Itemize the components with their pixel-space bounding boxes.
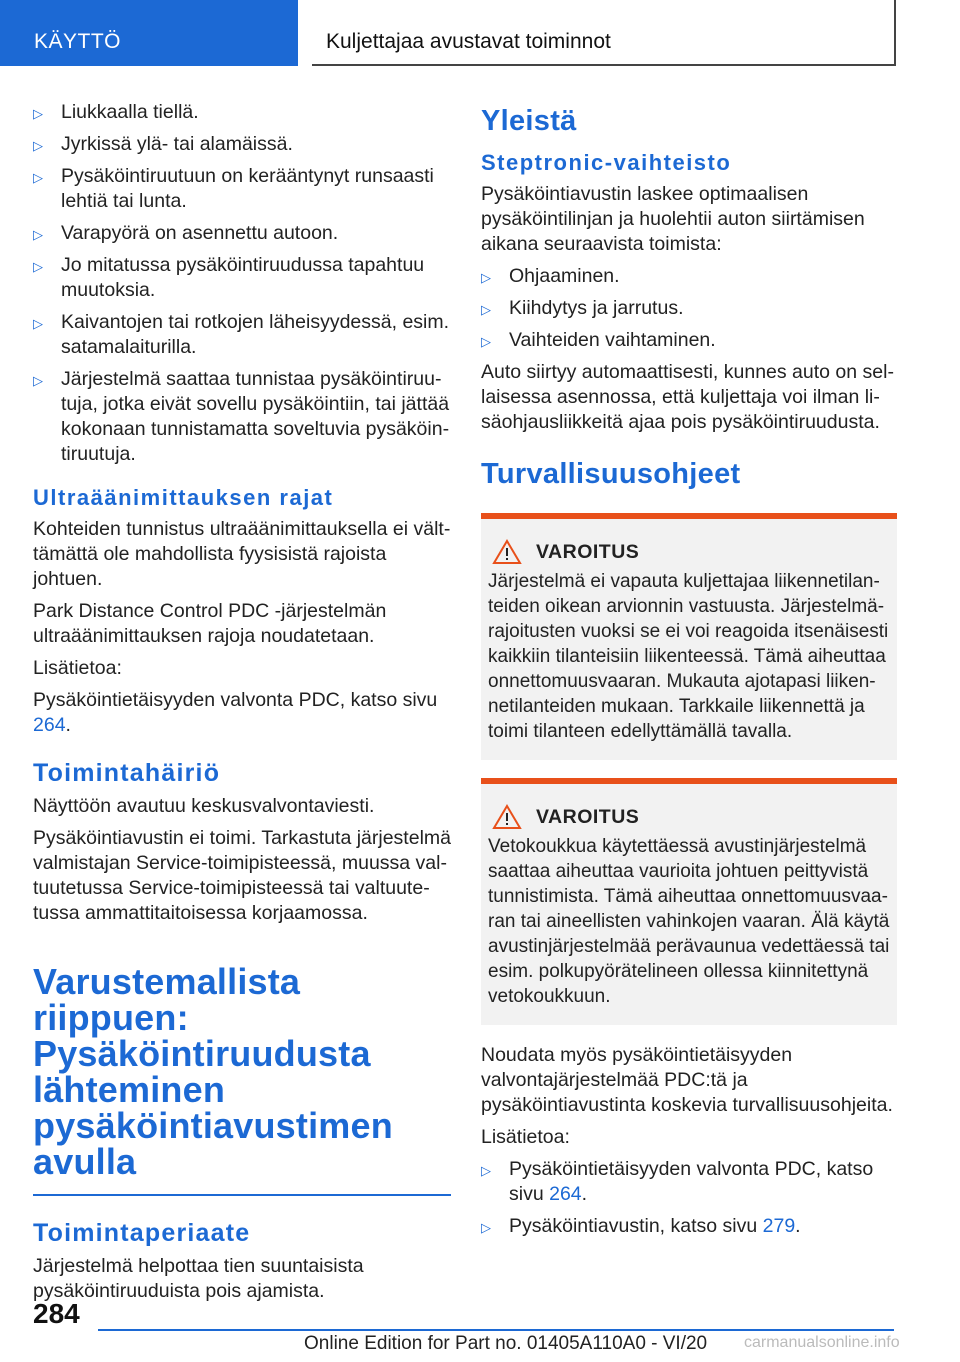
triangle-bullet-icon: ▷ (33, 373, 43, 388)
limitations-list (33, 100, 451, 467)
section-tab: KÄYTTÖ (0, 0, 298, 66)
warning-triangle-icon (492, 804, 522, 830)
warning-text: Vetokoukkua käytettäessä avustinjärjestelmä saattaa aiheuttaa vaurioita johtuen peittyvistä tunnistimista. Tämä aiheuttaa onnettomuusvaaran tai aineellisten vahinkojen vaaran. Älä käytä avustinjärjestelmää perävaunua vedettäessä tai esim. polkupyörätelineen ollessa kiinnitettynä vetokoukkuun. (488, 836, 890, 1007)
paragraph: Järjestelmä helpottaa tien suuntaisista pysäköintiruuduista pois ajamista. (33, 1255, 364, 1302)
warning-text: Järjestelmä ei vapauta kuljettajaa liikennetilanteiden oikean arvionnin vastuusta. Järjestelmärajoitusten vuoksi se ei voi reagoida itsenäisesti kaikkiin tilanteisiin liikenteessä. Tämä aiheuttaa onnettomuusvaaran. Mukauta ajotapasi liikennetilanteiden mukaan. Tarkkaile liikennettä ja toimi tilanteen edellyttämällä tavalla. (488, 571, 889, 742)
warning-label: VAROITUS (536, 540, 640, 563)
paragraph: Park Distance Control PDC -järjestelmän ultraäänimittauksen rajoja noudatetaan. (33, 600, 387, 647)
paragraph: Auto siirtyy automaattisesti, kunnes auto on sellaisessa asennossa, että kuljettaja voi ilman lisäohjausliikkeitä ajaa pois pysäköintiruudusta. (481, 361, 894, 433)
left-column (33, 100, 451, 1311)
right-column (481, 100, 897, 1246)
section-heading: Varustemallista riippuen: Pysäköintiruudusta lähteminen pysäköintiavustimen avulla (33, 964, 451, 1196)
triangle-bullet-icon: ▷ (481, 334, 491, 349)
page-link[interactable]: 264 (549, 1183, 582, 1205)
more-info-label: Lisätietoa: (481, 1126, 570, 1148)
ultrasound-limits-heading: Ultraäänimittauksen rajat (33, 485, 334, 510)
paragraph: Noudata myös pysäköintietäisyyden valvontajärjestelmää PDC:tä ja pysäköintiavustinta koskevia turvallisuusohjeita. (481, 1044, 893, 1116)
warning-triangle-icon (492, 539, 522, 565)
reference-list (481, 1157, 897, 1239)
cross-reference: Pysäköintietäisyyden valvonta PDC, katso sivu 264. (33, 689, 438, 736)
safety-heading: Turvallisuusohjeet (481, 458, 741, 490)
page-link[interactable]: 264 (33, 714, 66, 736)
triangle-bullet-icon: ▷ (33, 138, 43, 153)
page-link[interactable]: 279 (762, 1215, 796, 1237)
triangle-bullet-icon: ▷ (33, 106, 43, 121)
triangle-bullet-icon: ▷ (33, 259, 43, 274)
malfunction-heading: Toimintahäiriö (33, 759, 221, 787)
paragraph: Pysäköintiavustin laskee optimaalisen pysäköintilinjan ja huolehtii auton siirtämisen aikana seuraavista toimista: (481, 183, 865, 255)
list-item: ▷ Jyrkissä ylä- tai alamäissä. (33, 132, 451, 157)
list-item: ▷ Pysäköintiruutuun on kerääntynyt runsaasti lehtiä tai lunta. (33, 165, 434, 212)
list-item: ▷ Pysäköintiavustin, katso sivu 279. (481, 1214, 897, 1239)
chapter-title: Kuljettajaa avustavat toiminnot (312, 0, 896, 66)
triangle-bullet-icon: ▷ (33, 227, 43, 242)
list-item: ▷ Järjestelmä saattaa tunnistaa pysäköintiruutuja, jotka eivät sovellu pysäköintiin, tai jättää kokonaan tunnistamatta soveltuvia pysäköintiruutuja. (33, 368, 450, 465)
triangle-bullet-icon: ▷ (481, 1220, 491, 1235)
list-item: ▷ Kaivantojen tai rotkojen läheisyydessä, esim. satamalaiturilla. (33, 311, 450, 358)
paragraph: Kohteiden tunnistus ultraäänimittauksella ei välttämättä ole mahdollista fyysisistä rajoista johtuen. (33, 518, 451, 590)
list-item: ▷ Vaihteiden vaihtaminen. (481, 328, 897, 353)
operating-principle-heading: Toimintaperiaate (33, 1219, 251, 1247)
page-header (0, 0, 960, 66)
list-item: ▷ Jo mitatussa pysäköintiruudussa tapahtuu muutoksia. (33, 254, 425, 301)
footer-divider (98, 1329, 894, 1331)
warning-box (481, 513, 897, 760)
list-item: ▷ Ohjaaminen. (481, 264, 897, 289)
more-info-label: Lisätietoa: (33, 657, 122, 679)
paragraph: Näyttöön avautuu keskusvalvontaviesti. (33, 795, 375, 817)
steptronic-heading: Steptronic-vaihteisto (481, 150, 732, 175)
triangle-bullet-icon: ▷ (481, 270, 491, 285)
edition-note: Online Edition for Part no. 01405A110A0 - VI/20 (304, 1333, 708, 1354)
general-heading: Yleistä (481, 105, 577, 137)
list-item: ▷ Kiihdytys ja jarrutus. (481, 296, 897, 321)
triangle-bullet-icon: ▷ (481, 1163, 491, 1178)
triangle-bullet-icon: ▷ (33, 170, 43, 185)
list-item: ▷ Pysäköintietäisyyden valvonta PDC, katso sivu 264. (481, 1158, 874, 1205)
actions-list (481, 264, 897, 353)
warning-label: VAROITUS (536, 805, 640, 828)
paragraph: Pysäköintiavustin ei toimi. Tarkastuta järjestelmä valmistajan Service-toimipisteessä, muussa valtuutetussa Service-toimipisteessä tai valtuutetussa ammattitaitoisessa korjaamossa. (33, 827, 451, 924)
watermark: carmanualsonline.info (744, 1334, 900, 1351)
triangle-bullet-icon: ▷ (33, 316, 43, 331)
page-number: 284 (33, 1298, 80, 1329)
warning-box (481, 778, 897, 1025)
list-item: ▷ Varapyörä on asennettu autoon. (33, 221, 451, 246)
triangle-bullet-icon: ▷ (481, 302, 491, 317)
list-item: ▷ Liukkaalla tiellä. (33, 100, 451, 125)
